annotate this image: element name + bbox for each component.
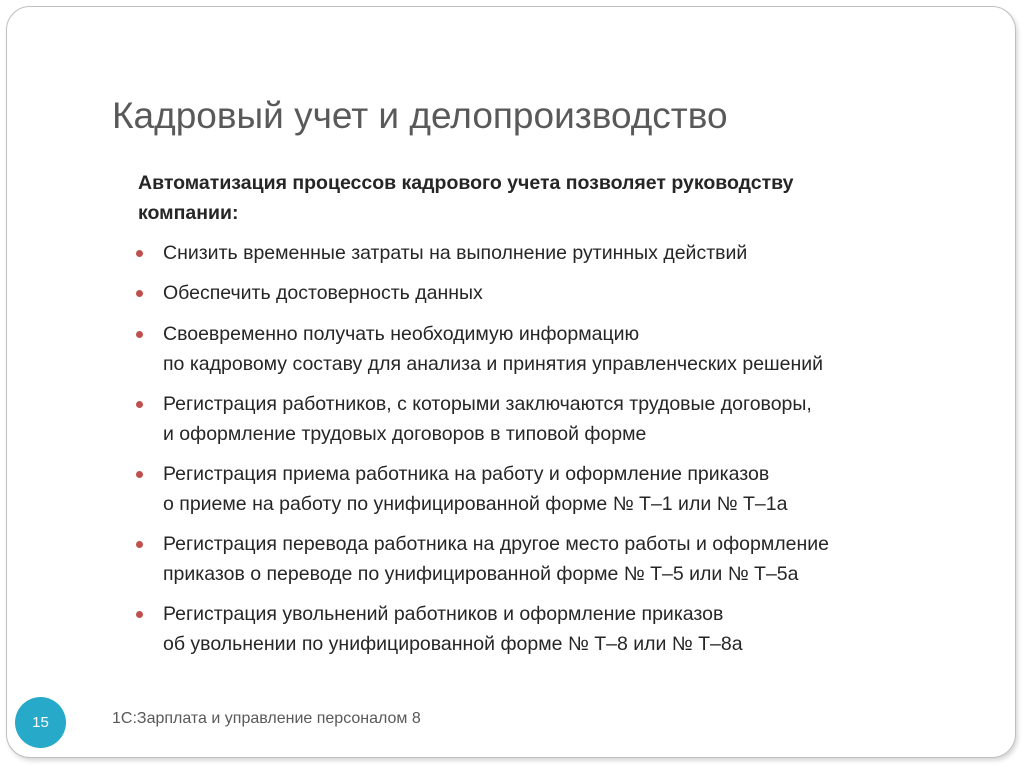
- bullet-item: [130, 319, 980, 379]
- footer-text: 1С:Зарплата и управление персоналом 8: [112, 710, 421, 727]
- slide-title: Кадровый учет и делопроизводство: [112, 95, 728, 136]
- bullet-item: [130, 459, 980, 519]
- bullet-item: [130, 529, 980, 589]
- intro-text: Автоматизация процессов кадрового учета позволяет руководству компании:: [138, 172, 794, 224]
- bullet-text: о приеме на работу по унифицированной форме № Т–1 или № Т–1а: [163, 493, 788, 515]
- bullet-text: Регистрация работников, с которыми заключаются трудовые договоры,: [163, 393, 812, 415]
- bullet-text: об увольнении по унифицированной форме № Т–8 или № Т–8а: [163, 633, 743, 655]
- bullet-dot-icon: [136, 250, 143, 257]
- bullet-text: приказов о переводе по унифицированной форме № Т–5 или № Т–5а: [163, 563, 799, 585]
- bullet-text: и оформление трудовых договоров в типовой форме: [163, 423, 647, 445]
- bullet-item: [130, 599, 980, 659]
- bullet-text: по кадровому составу для анализа и принятия управленческих решений: [163, 353, 824, 375]
- bullet-item: [130, 238, 980, 268]
- bullet-dot-icon: [136, 290, 143, 297]
- bullet-text: Регистрация увольнений работников и оформление приказов: [163, 603, 724, 625]
- bullet-text: Регистрация приема работника на работу и оформление приказов: [163, 463, 770, 485]
- bullet-dot-icon: [136, 331, 143, 338]
- bullet-text: Снизить временные затраты на выполнение рутинных действий: [163, 242, 748, 264]
- bullet-text: Своевременно получать необходимую информацию: [163, 323, 640, 345]
- bullet-item: [130, 278, 980, 308]
- bullet-list: [130, 238, 980, 669]
- bullet-text: Регистрация перевода работника на другое место работы и оформление: [163, 533, 830, 555]
- bullet-dot-icon: [136, 611, 143, 618]
- bullet-item: [130, 389, 980, 449]
- bullet-dot-icon: [136, 401, 143, 408]
- bullet-dot-icon: [136, 541, 143, 548]
- bullet-text: Обеспечить достоверность данных: [163, 282, 483, 304]
- bullet-dot-icon: [136, 471, 143, 478]
- page-number-badge: 15: [15, 697, 66, 748]
